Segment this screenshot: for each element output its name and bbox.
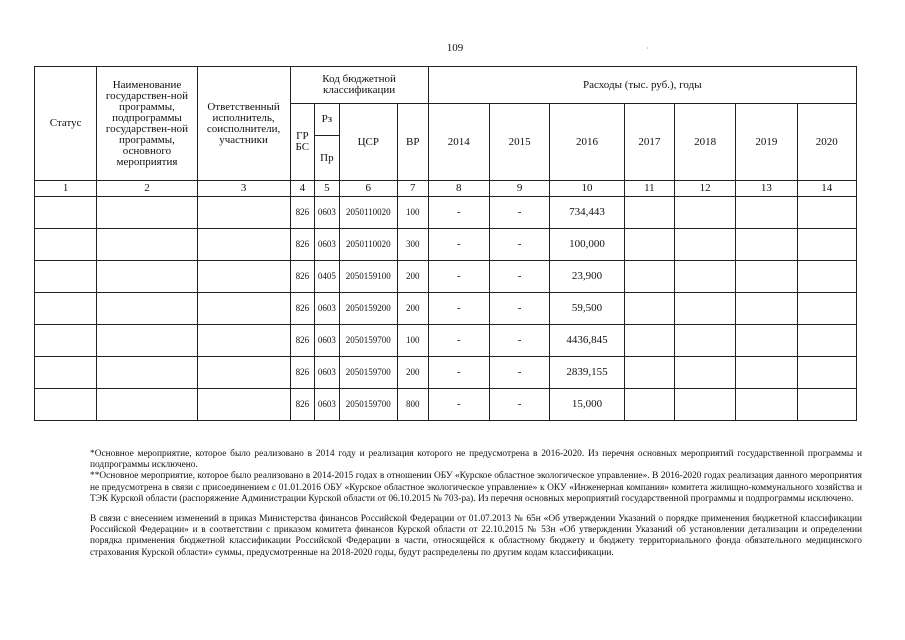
cell-csr: 2050159200 — [339, 293, 397, 325]
cell-y2015: - — [489, 229, 549, 261]
empty-year-cell — [797, 197, 856, 229]
header-rz: Рз — [315, 104, 340, 136]
table-row — [35, 357, 857, 389]
empty-cell — [97, 197, 197, 229]
cell-csr: 2050159100 — [339, 261, 397, 293]
empty-cell — [97, 261, 197, 293]
cell-rzpr: 0603 — [315, 293, 340, 325]
table-row — [35, 389, 857, 421]
table-body — [35, 197, 857, 421]
cell-vr: 300 — [397, 229, 428, 261]
cell-y2015: - — [489, 325, 549, 357]
cell-y2014: - — [428, 325, 489, 357]
cell-grbs: 826 — [290, 293, 315, 325]
cell-grbs: 826 — [290, 389, 315, 421]
empty-year-cell — [624, 261, 674, 293]
empty-cell — [97, 229, 197, 261]
column-number: 5 — [315, 181, 340, 197]
empty-year-cell — [674, 389, 735, 421]
column-number: 8 — [428, 181, 489, 197]
table-row — [35, 293, 857, 325]
empty-year-cell — [674, 261, 735, 293]
column-number: 7 — [397, 181, 428, 197]
cell-csr: 2050110020 — [339, 197, 397, 229]
empty-year-cell — [674, 357, 735, 389]
empty-year-cell — [797, 325, 856, 357]
cell-grbs: 826 — [290, 325, 315, 357]
header-status: Статус — [35, 67, 97, 181]
footnote-double-star: **Основное мероприятие, которое было реализовано в 2014-2015 годах в отношении ОБУ «Курское областное экологическое управление». В 2016-2020 годах реализация данного мероприятия не предусмотрена в связи с присоединением с 01.01.2016 ОБУ «Курское областное экологическое управление» к ОКУ «Инженерная компания» комитета жилищно-коммунального хозяйства и ТЭК Курской области (распоряжение Администрации Курской области от 06.10.2015 № 703-ра). Из перечня основных мероприятий государственной программы и подпрограммы исключено. — [90, 471, 862, 504]
header-year-2020: 2020 — [797, 104, 856, 181]
column-number: 2 — [97, 181, 197, 197]
empty-year-cell — [797, 357, 856, 389]
cell-y2015: - — [489, 197, 549, 229]
cell-y2016: 4436,845 — [550, 325, 625, 357]
cell-rzpr: 0405 — [315, 261, 340, 293]
column-number: 4 — [290, 181, 315, 197]
cell-vr: 200 — [397, 357, 428, 389]
cell-vr: 800 — [397, 389, 428, 421]
empty-year-cell — [797, 293, 856, 325]
header-pr: Пр — [315, 136, 340, 181]
cell-y2014: - — [428, 389, 489, 421]
header-expenses: Расходы (тыс. руб.), годы — [428, 67, 856, 104]
header-year-2016: 2016 — [550, 104, 625, 181]
cell-vr: 200 — [397, 261, 428, 293]
empty-year-cell — [624, 325, 674, 357]
empty-cell — [35, 293, 97, 325]
footnotes — [90, 449, 862, 559]
table-row — [35, 261, 857, 293]
cell-y2015: - — [489, 389, 549, 421]
empty-year-cell — [736, 261, 797, 293]
cell-y2016: 23,900 — [550, 261, 625, 293]
cell-y2014: - — [428, 197, 489, 229]
empty-year-cell — [624, 229, 674, 261]
cell-grbs: 826 — [290, 229, 315, 261]
empty-year-cell — [736, 293, 797, 325]
table-row — [35, 229, 857, 261]
empty-cell — [97, 293, 197, 325]
empty-cell — [197, 389, 290, 421]
column-number: 1 — [35, 181, 97, 197]
empty-cell — [197, 261, 290, 293]
cell-vr: 100 — [397, 197, 428, 229]
empty-year-cell — [674, 293, 735, 325]
empty-year-cell — [624, 357, 674, 389]
header-vr: ВР — [397, 104, 428, 181]
cell-rzpr: 0603 — [315, 229, 340, 261]
cell-y2014: - — [428, 357, 489, 389]
column-number: 13 — [736, 181, 797, 197]
cell-grbs: 826 — [290, 197, 315, 229]
empty-cell — [197, 197, 290, 229]
cell-y2016: 15,000 — [550, 389, 625, 421]
empty-cell — [197, 293, 290, 325]
empty-cell — [197, 357, 290, 389]
empty-year-cell — [736, 389, 797, 421]
column-number: 9 — [489, 181, 549, 197]
cell-csr: 2050159700 — [339, 389, 397, 421]
cell-y2015: - — [489, 261, 549, 293]
cell-y2015: - — [489, 357, 549, 389]
table-row — [35, 325, 857, 357]
empty-year-cell — [736, 357, 797, 389]
cell-y2016: 59,500 — [550, 293, 625, 325]
cell-rzpr: 0603 — [315, 389, 340, 421]
empty-cell — [35, 325, 97, 357]
header-year-2015: 2015 — [489, 104, 549, 181]
cell-csr: 2050159700 — [339, 325, 397, 357]
header-year-2018: 2018 — [674, 104, 735, 181]
cell-y2015: - — [489, 293, 549, 325]
column-number: 6 — [339, 181, 397, 197]
cell-grbs: 826 — [290, 261, 315, 293]
empty-cell — [97, 389, 197, 421]
column-number: 12 — [674, 181, 735, 197]
column-number: 3 — [197, 181, 290, 197]
column-number: 10 — [550, 181, 625, 197]
column-number-row — [35, 181, 857, 197]
empty-year-cell — [674, 197, 735, 229]
empty-year-cell — [797, 261, 856, 293]
column-number: 14 — [797, 181, 856, 197]
empty-cell — [35, 261, 97, 293]
page-number: 109 — [446, 42, 464, 54]
cell-y2014: - — [428, 261, 489, 293]
cell-csr: 2050110020 — [339, 229, 397, 261]
empty-cell — [197, 229, 290, 261]
empty-year-cell — [674, 229, 735, 261]
header-year-2019: 2019 — [736, 104, 797, 181]
cell-y2016: 734,443 — [550, 197, 625, 229]
empty-year-cell — [736, 229, 797, 261]
empty-year-cell — [736, 197, 797, 229]
header-year-2014: 2014 — [428, 104, 489, 181]
empty-year-cell — [624, 389, 674, 421]
header-grbs: ГР БС — [290, 104, 315, 181]
empty-cell — [35, 357, 97, 389]
empty-year-cell — [624, 197, 674, 229]
empty-cell — [35, 197, 97, 229]
column-number: 11 — [624, 181, 674, 197]
cell-grbs: 826 — [290, 357, 315, 389]
cell-vr: 200 — [397, 293, 428, 325]
empty-year-cell — [674, 325, 735, 357]
corner-mark: · — [646, 44, 649, 53]
empty-year-cell — [736, 325, 797, 357]
cell-y2016: 2839,155 — [550, 357, 625, 389]
classification-note: В связи с внесением изменений в приказ Министерства финансов Российской Федерации от 01.07.2013 № 65н «Об утверждении Указаний о порядке применения бюджетной классификации Российской Федерации» и в соответствии с приказом комитета финансов Курской области от 22.10.2015 № 53н «Об утверждении Указаний об установлении детализации и определении порядка применения бюджетной классификации Российской Федерации в части, относящейся к областному бюджету и бюджету территориального фонда обязательного медицинского страхования Курской области» суммы, предусмотренные на 2018-2020 годы, будут распределены по другим кодам классификации. — [90, 514, 862, 558]
empty-year-cell — [624, 293, 674, 325]
cell-rzpr: 0603 — [315, 325, 340, 357]
cell-rzpr: 0603 — [315, 197, 340, 229]
header-csr: ЦСР — [339, 104, 397, 181]
footnote-single-star: *Основное мероприятие, которое было реализовано в 2014 году и реализация которого не предусмотрена в 2016-2020. Из перечня основных мероприятий государственной программы и подпрограммы исключено. — [90, 449, 862, 471]
cell-y2014: - — [428, 293, 489, 325]
cell-y2016: 100,000 — [550, 229, 625, 261]
cell-csr: 2050159700 — [339, 357, 397, 389]
header-responsible: Ответственный исполнитель, соисполнители, участники — [197, 67, 290, 181]
empty-cell — [35, 389, 97, 421]
table-row — [35, 197, 857, 229]
budget-table — [34, 66, 857, 421]
cell-rzpr: 0603 — [315, 357, 340, 389]
empty-cell — [97, 357, 197, 389]
empty-cell — [197, 325, 290, 357]
empty-year-cell — [797, 229, 856, 261]
empty-cell — [35, 229, 97, 261]
header-budget-code: Код бюджетной классификации — [290, 67, 428, 104]
cell-y2014: - — [428, 229, 489, 261]
empty-cell — [97, 325, 197, 357]
header-year-2017: 2017 — [624, 104, 674, 181]
header-name: Наименование государствен-ной программы, подпрограммы государствен-ной программы, основного мероприятия — [97, 67, 197, 181]
cell-vr: 100 — [397, 325, 428, 357]
empty-year-cell — [797, 389, 856, 421]
